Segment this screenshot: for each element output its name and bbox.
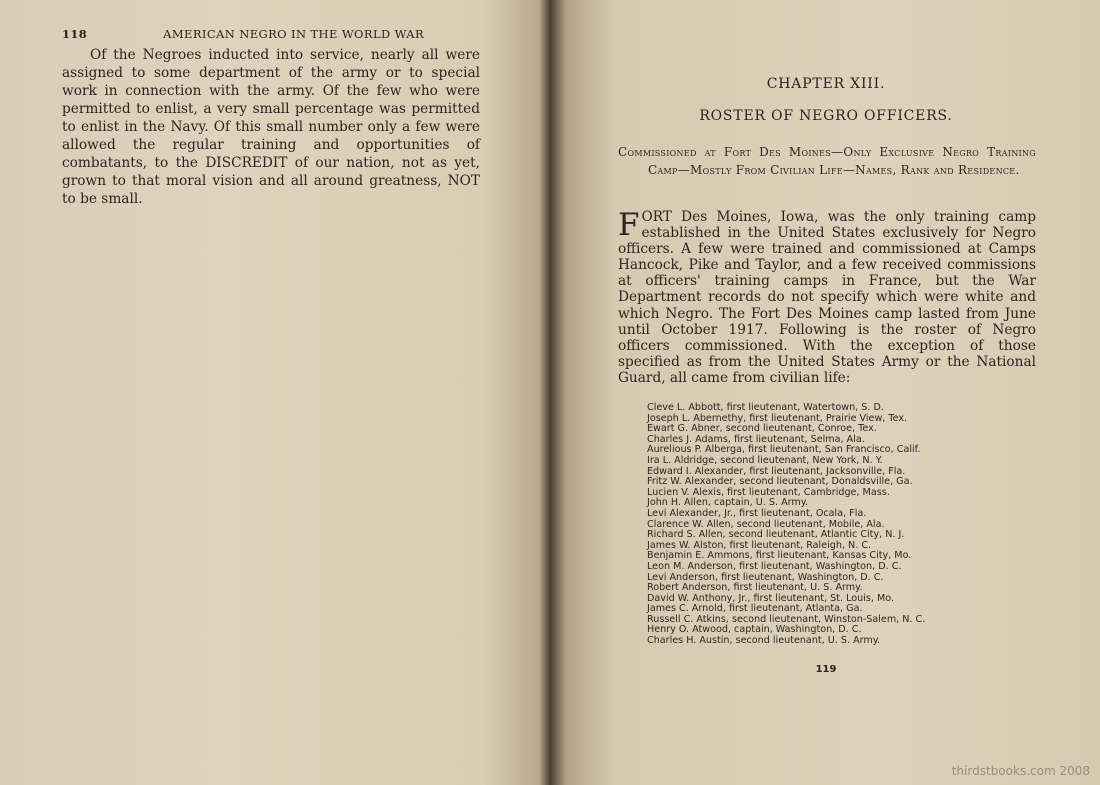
intro-text: ORT Des Moines, Iowa, was the only training camp established in the United States exclusively for Negro officers. A few were trained and commissioned at Camps Hancock, Pike and Taylor, and a few received commissions at officers' training camps in France, but the War Department records do not specify which were white and which Negro. The Fort Des Moines camp lasted from June until October 1917. Following is the roster of Negro officers commissioned. With the exception of those specified as from the United States Army or the National Guard, all came from civilian life: <box>618 209 1036 386</box>
roster-entry: Charles J. Adams, first lieutenant, Selma, Ala. <box>647 433 865 445</box>
left-body-text <box>62 46 480 208</box>
chapter-number: CHAPTER XIII. <box>766 76 886 92</box>
left-page <box>0 0 548 785</box>
roster-entry: Ewart G. Abner, second lieutenant, Conroe, Tex. <box>647 423 877 435</box>
roster-entry: David W. Anthony, Jr., first lieutenant, St. Louis, Mo. <box>647 592 895 604</box>
roster-entry: Lucien V. Alexis, first lieutenant, Cambridge, Mass. <box>647 486 890 498</box>
left-page-number: 118 <box>62 27 88 41</box>
officer-roster <box>647 403 1007 647</box>
left-paragraph: Of the Negroes inducted into service, nearly all were assigned to some department of the army or to special work in connection with the army. Of the few who were permitted to enlist, a very small percentage was permitted to enlist in the Navy. Of this small number only a few were allowed the regular training and opportunities of combatants, to the DISCREDIT of our nation, not as yet, grown to that moral vision and all around greatness, NOT to be small. <box>62 47 480 207</box>
roster-entry: Clarence W. Allen, second lieutenant, Mobile, Ala. <box>647 518 885 530</box>
right-page <box>552 0 1100 785</box>
roster-entry: Robert Anderson, first lieutenant, U. S. Army. <box>647 582 863 594</box>
roster-entry: John H. Allen, captain, U. S. Army. <box>647 497 809 509</box>
running-head <box>62 27 480 41</box>
roster-entry: Ira L. Aldridge, second lieutenant, New York, N. Y. <box>647 454 883 466</box>
roster-entry: Joseph L. Abernethy, first lieutenant, Prairie View, Tex. <box>647 412 908 424</box>
roster-entry: Levi Anderson, first lieutenant, Washington, D. C. <box>647 571 884 583</box>
roster-entry: Levi Alexander, Jr., first lieutenant, Ocala, Fla. <box>647 507 867 519</box>
roster-entry: Henry O. Atwood, captain, Washington, D. C. <box>647 624 862 636</box>
right-page-number: 119 <box>815 664 837 675</box>
chapter-summary: Commissioned at Fort Des Moines—Only Exclusive Negro Training Camp—Mostly From Civilian Life—Names, Rank and Residence. <box>618 145 1036 177</box>
roster-entry: Charles H. Austin, second lieutenant, U. S. Army. <box>647 635 881 647</box>
roster-entry: James C. Arnold, first lieutenant, Atlanta, Ga. <box>647 603 863 615</box>
watermark: thirdstbooks.com 2008 <box>951 764 1090 778</box>
roster-entry: Richard S. Allen, second lieutenant, Atlantic City, N. J. <box>647 529 905 541</box>
intro-paragraph <box>618 209 1036 386</box>
roster-entry: Edward I. Alexander, first lieutenant, Jacksonville, Fla. <box>647 465 906 477</box>
roster-entry: James W. Alston, first lieutenant, Raleigh, N. C. <box>647 539 872 551</box>
roster-entry: Russell C. Atkins, second lieutenant, Winston-Salem, N. C. <box>647 613 926 625</box>
roster-entry: Cleve L. Abbott, first lieutenant, Watertown, S. D. <box>647 402 884 413</box>
roster-entry: Benjamin E. Ammons, first lieutenant, Kansas City, Mo. <box>647 550 912 562</box>
roster-entry: Leon M. Anderson, first lieutenant, Washington, D. C. <box>647 560 902 572</box>
roster-entry: Fritz W. Alexander, second lieutenant, Donaldsville, Ga. <box>647 476 913 488</box>
drop-cap: F <box>618 207 640 243</box>
roster-entry: Aurelious P. Alberga, first lieutenant, San Francisco, Calif. <box>647 444 921 456</box>
chapter-title: ROSTER OF NEGRO OFFICERS. <box>699 108 953 124</box>
running-head-title: AMERICAN NEGRO IN THE WORLD WAR <box>163 27 425 41</box>
